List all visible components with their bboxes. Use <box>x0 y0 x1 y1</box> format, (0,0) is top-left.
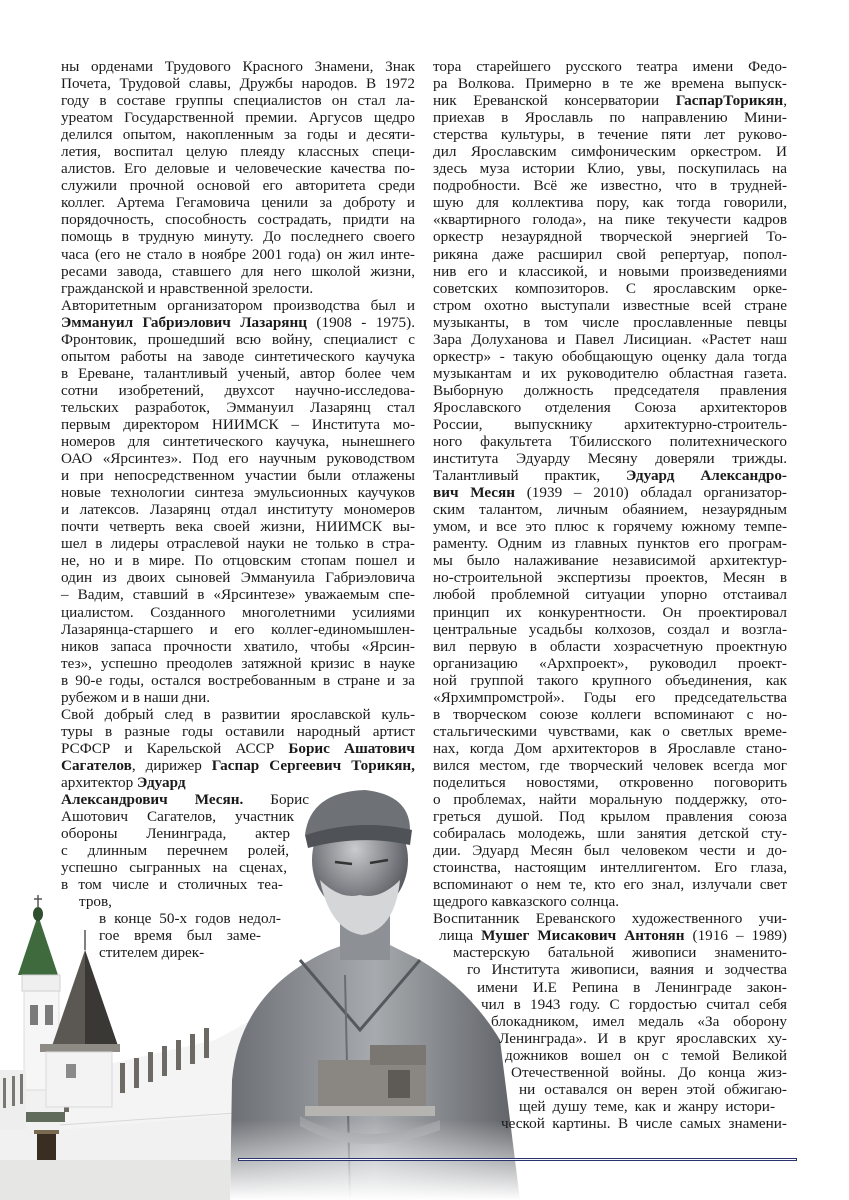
text-run: о проблемах, найти моральную поддержку, ото- <box>433 791 787 809</box>
bold-name: Эдуард Александро- <box>625 467 787 485</box>
text-run: ной группой такого крупного объединения, как <box>433 671 787 689</box>
text-run: принцип их конкурентности. Он проектировал <box>433 603 787 621</box>
text-line <box>61 621 415 638</box>
text-line <box>433 194 787 211</box>
right-column <box>433 58 787 1132</box>
text-line <box>501 1115 787 1132</box>
text-run: , <box>783 92 787 110</box>
text-run: и при непосредственном участии были отлажены <box>61 467 415 485</box>
text-line <box>453 944 787 961</box>
text-line <box>61 228 415 245</box>
text-line <box>433 774 787 791</box>
text-line <box>61 672 415 689</box>
text-line <box>433 638 787 655</box>
text-line <box>433 655 787 672</box>
text-run: в конце 50-х годов недол- <box>99 910 281 928</box>
text-run: раменту. Одним из главных пунктов его програм- <box>433 535 787 553</box>
text-run: тельских разработок, Эммануил Лазарянц стал <box>61 398 415 416</box>
text-run: и латексов. Лазарянц отдал институту мономеров <box>61 501 415 519</box>
text-run: Фронтовик, прошедший всю войну, специалист с <box>61 330 415 348</box>
text-run: туры в разные годы оставили народный артист <box>61 722 415 740</box>
text-line <box>61 263 415 280</box>
left-column <box>61 58 415 961</box>
text-run: опытом работы на заводе синтетического каучука <box>61 347 415 365</box>
text-line <box>433 58 787 75</box>
text-run: дожников вошел он с темой Великой <box>505 1046 787 1064</box>
text-run: тров, <box>79 893 112 911</box>
text-run: щей душу теме, как и жанру истори- <box>519 1097 775 1115</box>
text-line <box>61 314 415 331</box>
text-line <box>433 825 787 842</box>
text-run: блокадником, имел медаль «За оборону <box>491 1012 787 1030</box>
text-line <box>61 552 415 569</box>
text-run: гое время был заме- <box>99 927 261 945</box>
text-line <box>433 314 787 331</box>
text-line <box>433 791 787 808</box>
text-run: рикяна даже расширил свой репертуар, попол- <box>433 245 787 263</box>
text-line <box>61 58 415 75</box>
text-run: летия, воспитал целую плеяду классных специ- <box>61 143 415 161</box>
text-run: в 90-е годы, остался востребованным в стране и за <box>61 671 415 689</box>
text-line <box>433 672 787 689</box>
text-line <box>433 535 787 552</box>
text-line <box>79 893 415 910</box>
text-line <box>61 416 415 433</box>
text-run: Отечественной войны. До конца жиз- <box>511 1063 787 1081</box>
bold-name: Мушег Мисакович Антонян <box>481 927 685 945</box>
text-line <box>61 876 283 893</box>
text-line <box>61 791 309 808</box>
text-line <box>433 126 787 143</box>
text-run: Борис <box>243 791 309 809</box>
text-run: дии. Эдуард Месян был человеком чести и до- <box>433 842 787 860</box>
text-line <box>61 723 415 740</box>
bold-name: Эммануил Габриэлович Лазарянц <box>61 313 307 331</box>
text-line <box>433 740 787 757</box>
text-run: щедрого кавказского солнца. <box>433 893 620 911</box>
text-line <box>433 859 787 876</box>
text-line <box>433 876 787 893</box>
text-line <box>61 75 415 92</box>
text-run: лища <box>439 927 482 945</box>
text-line <box>61 501 415 518</box>
bold-name: Александрович Месян. <box>61 791 244 809</box>
text-line <box>61 808 294 825</box>
text-run: собиралась молодежь, шли занятия детской сту- <box>433 825 787 843</box>
text-line <box>433 842 787 859</box>
text-line <box>61 774 415 791</box>
text-run: ного факультета Тбилисского политехнического <box>433 433 787 451</box>
text-run: Почета, Трудовой славы, Дружбы народов. В 1972 <box>61 75 415 93</box>
text-run: первым директором НИИМСК – Института мо- <box>61 415 415 433</box>
text-run: Свой добрый след в развитии ярославской куль- <box>61 705 415 723</box>
bold-name: Гаспар Сергеевич Торикян, <box>211 756 415 774</box>
text-line <box>433 365 787 382</box>
text-line <box>433 160 787 177</box>
text-line <box>477 979 787 996</box>
text-line <box>99 944 415 961</box>
text-run: стителем дирек- <box>99 944 205 962</box>
text-run: приехав в Ярославль по направлению Мини- <box>433 109 787 127</box>
text-run: Талантливый практик, <box>433 467 626 485</box>
text-run: часа (его не стало в ноябре 2001 года) он жил инте- <box>61 245 415 263</box>
text-run: греться душой. Под крылом правления союза <box>433 808 787 826</box>
text-run: – Вадим, ставший в «Ярсинтезе» уважаемым спе- <box>61 586 415 604</box>
text-run: Зара Долуханова и Павел Лисициан. «Растет наш <box>433 330 787 348</box>
text-run: помощь в трудную минуту. До последнего своего <box>61 228 415 246</box>
text-line <box>61 280 415 297</box>
text-line <box>61 655 415 672</box>
text-run: один из двоих сыновей Эммануила Габриэловича <box>61 569 415 587</box>
text-line <box>61 433 415 450</box>
text-line <box>433 348 787 365</box>
text-run: с длинным перечнем ролей, <box>61 842 289 860</box>
text-run: вспоминают о нем те, кто его знал, излучали свет <box>433 876 787 894</box>
text-run: ра Волкова. Примерно в те же времена выпуск- <box>433 75 787 93</box>
text-line <box>433 433 787 450</box>
text-line <box>433 92 787 109</box>
text-run: не, но и в мире. По отцовским стопам пошел и <box>61 552 415 570</box>
text-line <box>61 194 415 211</box>
text-line <box>433 75 787 92</box>
text-line <box>433 484 787 501</box>
text-run: «Ярхимпромстрой». Годы его председательства <box>433 688 787 706</box>
text-run: (1916 – 1989) <box>684 927 787 945</box>
text-line <box>61 518 415 535</box>
text-run: любой проблемной ситуации упорно отстаивал <box>433 586 787 604</box>
text-line <box>433 501 787 518</box>
text-run: Ленинграда». И в круг ярославских ху- <box>499 1029 787 1047</box>
text-run: номеров для синтетического каучука, нынешнего <box>61 433 415 451</box>
text-line <box>491 1013 787 1030</box>
text-line <box>433 246 787 263</box>
text-line <box>61 604 415 621</box>
text-run: в том числе и столичных теа- <box>61 876 283 894</box>
text-run: мастерскую батальной живописи знаменито- <box>453 944 787 962</box>
text-run: гражданской и нравственной зрелости. <box>61 279 314 297</box>
text-run: поделиться новостями, откровенно поговорить <box>433 773 787 791</box>
text-run: но-строительной экспертизы проектов, Месян в <box>433 569 787 587</box>
text-run: архитектор <box>61 773 138 791</box>
text-run: Ярославского отделения Союза архитекторов <box>433 398 787 416</box>
text-run: ни оставался он верен этой обжигаю- <box>519 1080 787 1098</box>
text-line <box>433 604 787 621</box>
text-run: музыканты, в том числе прославленные певцы <box>433 313 787 331</box>
text-run: в творческом союзе коллеги вспоминают с но- <box>433 705 787 723</box>
text-run: подробности. Всё же известно, что в трудней- <box>433 177 787 195</box>
text-run: ским талантом, личным обаянием, незаурядным <box>433 501 787 519</box>
text-run: шую для коллектива пору, как тогда говорили, <box>433 194 787 212</box>
text-run: (1939 – 2010) обладал организатор- <box>515 484 787 502</box>
text-run: рубежом и в наши дни. <box>61 688 211 706</box>
text-line <box>61 160 415 177</box>
text-line <box>61 143 415 160</box>
text-run: уреатом Государственной премии. Аргусов щедро <box>61 109 415 127</box>
text-run: «квартирного голода», на пике текучести кадров <box>433 211 787 229</box>
bold-name: Эдуард <box>137 773 186 791</box>
text-run: вил первую в области хозрасчетную проектную <box>433 637 787 655</box>
text-run: ОАО «Ярсинтез». Под его научным руководством <box>61 450 415 468</box>
text-line <box>61 348 415 365</box>
text-run: имени И.Е Репина в Ленинграде закон- <box>477 978 787 996</box>
text-run: ресами завода, ставшего для него школой жизни, <box>61 262 415 280</box>
text-line <box>99 910 281 927</box>
text-line <box>61 535 415 552</box>
text-line <box>433 552 787 569</box>
text-run: ников запаса прочности хватило, чтобы «Ярсин- <box>61 637 415 655</box>
text-line <box>433 297 787 314</box>
text-run: советских композиторов. С ярославским орке- <box>433 279 787 297</box>
text-line <box>433 280 787 297</box>
text-run: делился опытом, накопленным за годы и десяти- <box>61 126 415 144</box>
text-line <box>433 689 787 706</box>
text-line <box>433 177 787 194</box>
text-run: музыкантам и их руководителю областная газета. <box>433 364 787 382</box>
text-run: стальгическими чувствами, как о светлых време- <box>433 722 787 740</box>
text-run: тора старейшего русского театра имени Федо- <box>433 58 787 75</box>
text-line <box>61 331 415 348</box>
text-run: Ашотович Сагателов, участник <box>61 808 294 826</box>
bold-name: вич Месян <box>433 484 516 502</box>
text-run: тез», успешно преодолев затяжной кризис в науке <box>61 654 415 672</box>
text-line <box>61 211 415 228</box>
text-line <box>61 246 415 263</box>
text-line <box>433 808 787 825</box>
text-line <box>467 961 787 978</box>
text-line <box>61 450 415 467</box>
text-run: здесь муза истории Клио, увы, поскупилась на <box>433 160 787 178</box>
text-run: стерства культуры, в течение пяти лет руково- <box>433 126 787 144</box>
text-run: оркестр» - такую обобщающую оценку дала тогда <box>433 347 787 365</box>
text-run: (1908 - 1975). <box>306 313 415 331</box>
text-line <box>499 1030 787 1047</box>
text-run: оркестр незаурядной творческой энергией То- <box>433 228 787 246</box>
text-line <box>61 297 415 314</box>
text-line <box>61 365 415 382</box>
text-line <box>61 638 415 655</box>
text-run: почти четверть века своей жизни, НИИМСК вы- <box>61 518 415 536</box>
text-line <box>433 757 787 774</box>
text-run: стром охотно выступали известные всей стране <box>433 296 787 314</box>
text-line <box>505 1047 787 1064</box>
text-run: организацию «Архпроект», руководил проект- <box>433 654 787 672</box>
text-run: порядочность, способность сострадать, придти на <box>61 211 415 229</box>
text-run: Выборную должность председателя правления <box>433 381 787 399</box>
text-run: мы было налаживание независимой архитектур- <box>433 552 787 570</box>
text-run: ник Ереванской консерватории <box>433 92 676 110</box>
text-line <box>433 723 787 740</box>
text-run: нах, когда Дом архитекторов в Ярославле стано- <box>433 739 787 757</box>
text-line <box>61 382 415 399</box>
text-line <box>61 109 415 126</box>
text-line <box>519 1098 775 1115</box>
text-line <box>519 1081 787 1098</box>
text-line <box>433 706 787 723</box>
text-run: успешно сыгранных на сценах, <box>61 859 287 877</box>
bold-name: Борис Ашатович <box>288 739 415 757</box>
text-line <box>433 569 787 586</box>
text-line <box>433 621 787 638</box>
text-run: чил в 1943 году. С гордостью считал себя <box>481 995 787 1013</box>
text-line <box>61 706 415 723</box>
text-line <box>99 927 261 944</box>
text-run: Лазарянца-старшего и его коллег-единомышлен- <box>61 620 415 638</box>
text-run: ны орденами Трудового Красного Знамени, Знак <box>61 58 415 75</box>
text-run: ческой картины. В числе самых знамени- <box>501 1114 787 1132</box>
text-line <box>433 416 787 433</box>
bold-name: Сагателов <box>61 756 132 774</box>
text-line <box>61 842 289 859</box>
text-run: алистов. Его деловые и человеческие качества по- <box>61 160 415 178</box>
text-run: умом, и все это плюс к горячему южному темпе- <box>433 518 787 536</box>
text-run: коллег. Артема Гегамовича ценили за доброту и <box>61 194 415 212</box>
text-line <box>61 569 415 586</box>
text-run: РСФСР и Карельской АССР <box>61 739 289 757</box>
text-run: Воспитанник Ереванского художественного учи- <box>433 910 787 928</box>
text-line <box>61 689 415 706</box>
text-line <box>61 484 415 501</box>
text-run: вился местом, где творческий человек всегда мог <box>433 756 787 774</box>
text-line <box>433 586 787 603</box>
text-line <box>61 399 415 416</box>
text-run: стоинства, настоящим интеллигентом. Его глаза, <box>433 859 787 877</box>
text-line <box>433 263 787 280</box>
text-line <box>439 927 787 944</box>
text-line <box>61 126 415 143</box>
text-line <box>433 143 787 160</box>
text-line <box>433 331 787 348</box>
text-run: нив его и классикой, и новыми произведениями <box>433 262 787 280</box>
text-line <box>511 1064 787 1081</box>
text-line <box>61 586 415 603</box>
text-line <box>433 382 787 399</box>
text-run: центральные усадьбы колхозов, создал и возгла- <box>433 620 787 638</box>
text-line <box>61 825 290 842</box>
text-line <box>61 740 415 757</box>
text-line <box>433 211 787 228</box>
text-line <box>433 910 787 927</box>
text-run: Авторитетным организатором производства был и <box>61 296 415 314</box>
text-run: шел в лидеры отраслевой науки не только в стра- <box>61 535 415 553</box>
text-run: сотни изобретений, двухсот научно-исследова- <box>61 381 415 399</box>
text-line <box>433 450 787 467</box>
text-run: го Института живописи, ваяния и зодчества <box>467 961 787 979</box>
text-line <box>61 757 415 774</box>
text-line <box>481 996 787 1013</box>
text-run: году в составе группы специалистов он стал ла- <box>61 92 415 110</box>
text-run: циалистом. Созданного многолетними усилиями <box>61 603 415 621</box>
text-line <box>433 399 787 416</box>
text-run: института Эдуарду Месяну доверяли трижды. <box>433 450 787 468</box>
text-line <box>433 893 787 910</box>
text-run: обороны Ленинграда, актер <box>61 825 290 843</box>
text-run: служили прочной основой его авторитета среди <box>61 177 415 195</box>
text-line <box>61 467 415 484</box>
text-run: новые технологии синтеза эмульсионных каучуков <box>61 484 415 502</box>
text-line <box>61 92 415 109</box>
bold-name: ГаспарТорикян <box>675 92 784 110</box>
text-run: , дирижер <box>131 756 212 774</box>
text-line <box>61 177 415 194</box>
text-run: в Ереване, талантливый ученый, автор более чем <box>61 364 415 382</box>
text-run: дил Ярославским симфоническим оркестром. И <box>433 143 787 161</box>
text-line <box>61 859 287 876</box>
footer-rule <box>238 1158 797 1161</box>
text-line <box>433 228 787 245</box>
text-line <box>433 109 787 126</box>
text-line <box>433 467 787 484</box>
text-line <box>433 518 787 535</box>
text-run: России, выпускнику архитектурно-строитель- <box>433 415 787 433</box>
